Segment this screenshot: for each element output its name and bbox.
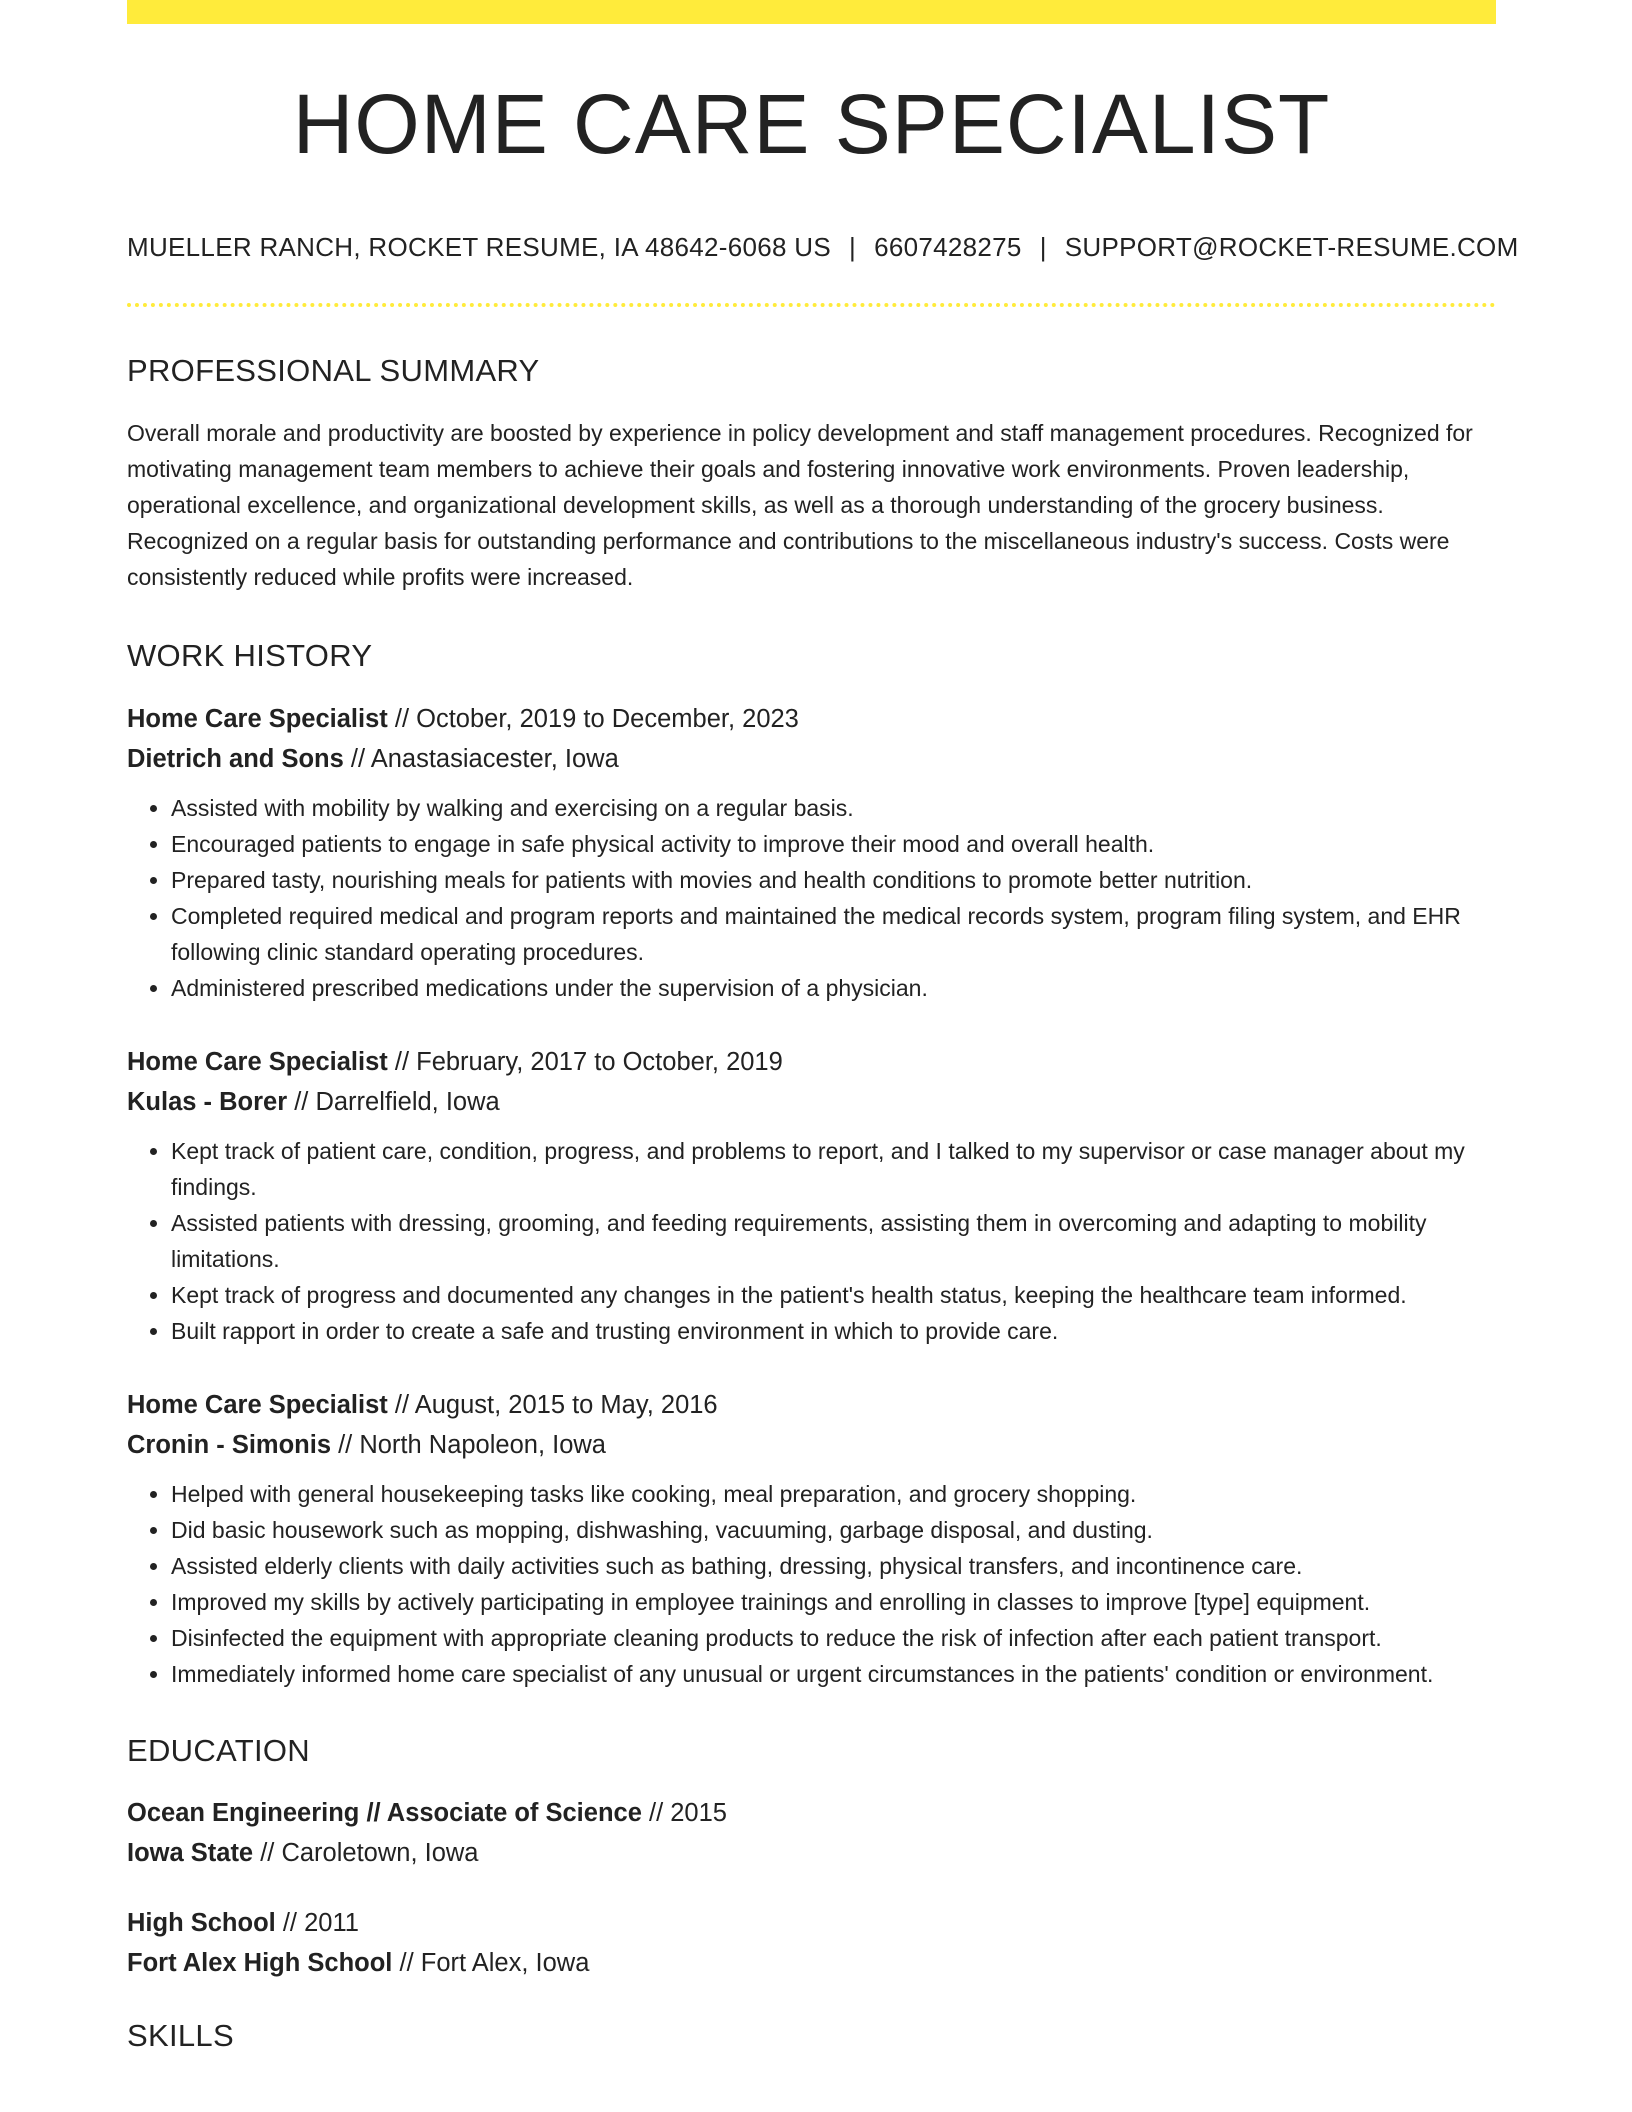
list-item: • Prepared tasty, nourishing meals for patients with movies and health conditions to promote better nutrition. xyxy=(171,862,1496,898)
education-degree-line xyxy=(127,1793,1496,1833)
job-role: Home Care Specialist xyxy=(127,704,388,733)
job-company: Dietrich and Sons xyxy=(127,744,344,773)
job-location: // Darrelfield, Iowa xyxy=(287,1087,500,1116)
contact-phone: 6607428275 xyxy=(874,232,1022,262)
education-entry xyxy=(127,1793,1496,1873)
dotted-divider xyxy=(127,303,1496,307)
education-year: // 2011 xyxy=(275,1908,359,1937)
job-title-line xyxy=(127,1385,1496,1425)
contact-separator: | xyxy=(1039,232,1047,262)
job-location: // Anastasiacester, Iowa xyxy=(343,744,619,773)
contact-email: SUPPORT@ROCKET-RESUME.COM xyxy=(1064,232,1519,262)
list-item: • Assisted with mobility by walking and exercising on a regular basis. xyxy=(171,790,1496,826)
list-item: • Immediately informed home care specialist of any unusual or urgent circumstances in the patients' condition or environment. xyxy=(171,1656,1496,1692)
job-title-line xyxy=(127,699,1496,739)
resume-page xyxy=(127,0,1519,2054)
work-history-heading: WORK HISTORY xyxy=(127,638,373,674)
education-entry xyxy=(127,1903,1496,1983)
job-entry xyxy=(127,1385,1496,1692)
list-item: • Completed required medical and program reports and maintained the medical records system, program filing system, and EHR following clinic standard operating procedures. xyxy=(171,898,1496,970)
job-bullets xyxy=(127,1476,1496,1692)
job-entry xyxy=(127,1042,1496,1349)
job-company-line xyxy=(127,1425,1496,1465)
job-role: Home Care Specialist xyxy=(127,1390,388,1419)
list-item: • Built rapport in order to create a safe and trusting environment in which to provide care. xyxy=(171,1313,1496,1349)
education-year: // 2015 xyxy=(641,1798,727,1827)
education-heading: EDUCATION xyxy=(127,1732,310,1768)
summary-paragraph: Overall morale and productivity are boosted by experience in policy development and staff management procedures. Recognized for motivating management team members to achieve their goals and fostering innovative work environments. Proven leadership, operational excellence, and organizational development skills, as well as a thorough understanding of the grocery business. Recognized on a regular basis for outstanding performance and contributions to the miscellaneous industry's success. Costs were consistently reduced while profits were increased. xyxy=(127,420,1473,591)
summary-heading: PROFESSIONAL SUMMARY xyxy=(127,353,540,389)
job-role: Home Care Specialist xyxy=(127,1047,388,1076)
contact-separator: | xyxy=(849,232,857,262)
job-dates: // October, 2019 to December, 2023 xyxy=(387,704,799,733)
job-company: Kulas - Borer xyxy=(127,1087,288,1116)
list-item: • Did basic housework such as mopping, dishwashing, vacuuming, garbage disposal, and dusting. xyxy=(171,1512,1496,1548)
job-entry xyxy=(127,699,1496,1006)
list-item: • Kept track of progress and documented any changes in the patient's health status, keeping the healthcare team informed. xyxy=(171,1277,1496,1313)
education-school: Iowa State xyxy=(127,1838,254,1867)
job-company: Cronin - Simonis xyxy=(127,1430,331,1459)
job-location: // North Napoleon, Iowa xyxy=(331,1430,606,1459)
list-item: • Administered prescribed medications under the supervision of a physician. xyxy=(171,970,1496,1006)
skills-heading: SKILLS xyxy=(127,2017,234,2053)
job-dates: // February, 2017 to October, 2019 xyxy=(387,1047,783,1076)
list-item: • Improved my skills by actively participating in employee trainings and enrolling in classes to improve [type] equipment. xyxy=(171,1584,1496,1620)
education-location: // Fort Alex, Iowa xyxy=(392,1948,590,1977)
candidate-title: HOME CARE SPECIALIST xyxy=(292,77,1331,171)
job-company-line xyxy=(127,739,1496,779)
list-item: • Assisted patients with dressing, grooming, and feeding requirements, assisting them in overcoming and adapting to mobility limitations. xyxy=(171,1205,1496,1277)
education-school-line xyxy=(127,1943,1496,1983)
education-degree: High School xyxy=(127,1908,276,1937)
education-school-line xyxy=(127,1833,1496,1873)
job-title-line xyxy=(127,1042,1496,1082)
job-dates: // August, 2015 to May, 2016 xyxy=(387,1390,718,1419)
list-item: • Helped with general housekeeping tasks like cooking, meal preparation, and grocery shopping. xyxy=(171,1476,1496,1512)
accent-top-bar xyxy=(127,0,1496,24)
list-item: • Disinfected the equipment with appropriate cleaning products to reduce the risk of infection after each patient transport. xyxy=(171,1620,1496,1656)
education-school: Fort Alex High School xyxy=(127,1948,393,1977)
list-item: • Encouraged patients to engage in safe physical activity to improve their mood and overall health. xyxy=(171,826,1496,862)
contact-line xyxy=(127,232,1519,263)
list-item: • Assisted elderly clients with daily activities such as bathing, dressing, physical transfers, and incontinence care. xyxy=(171,1548,1496,1584)
education-location: // Caroletown, Iowa xyxy=(253,1838,479,1867)
job-bullets xyxy=(127,1133,1496,1349)
education-degree: Ocean Engineering // Associate of Science xyxy=(127,1798,642,1827)
job-company-line xyxy=(127,1082,1496,1122)
list-item: • Kept track of patient care, condition, progress, and problems to report, and I talked to my supervisor or case manager about my findings. xyxy=(171,1133,1496,1205)
contact-address: MUELLER RANCH, ROCKET RESUME, IA 48642-6068 US xyxy=(127,232,832,262)
education-degree-line xyxy=(127,1903,1496,1943)
job-bullets xyxy=(127,790,1496,1006)
